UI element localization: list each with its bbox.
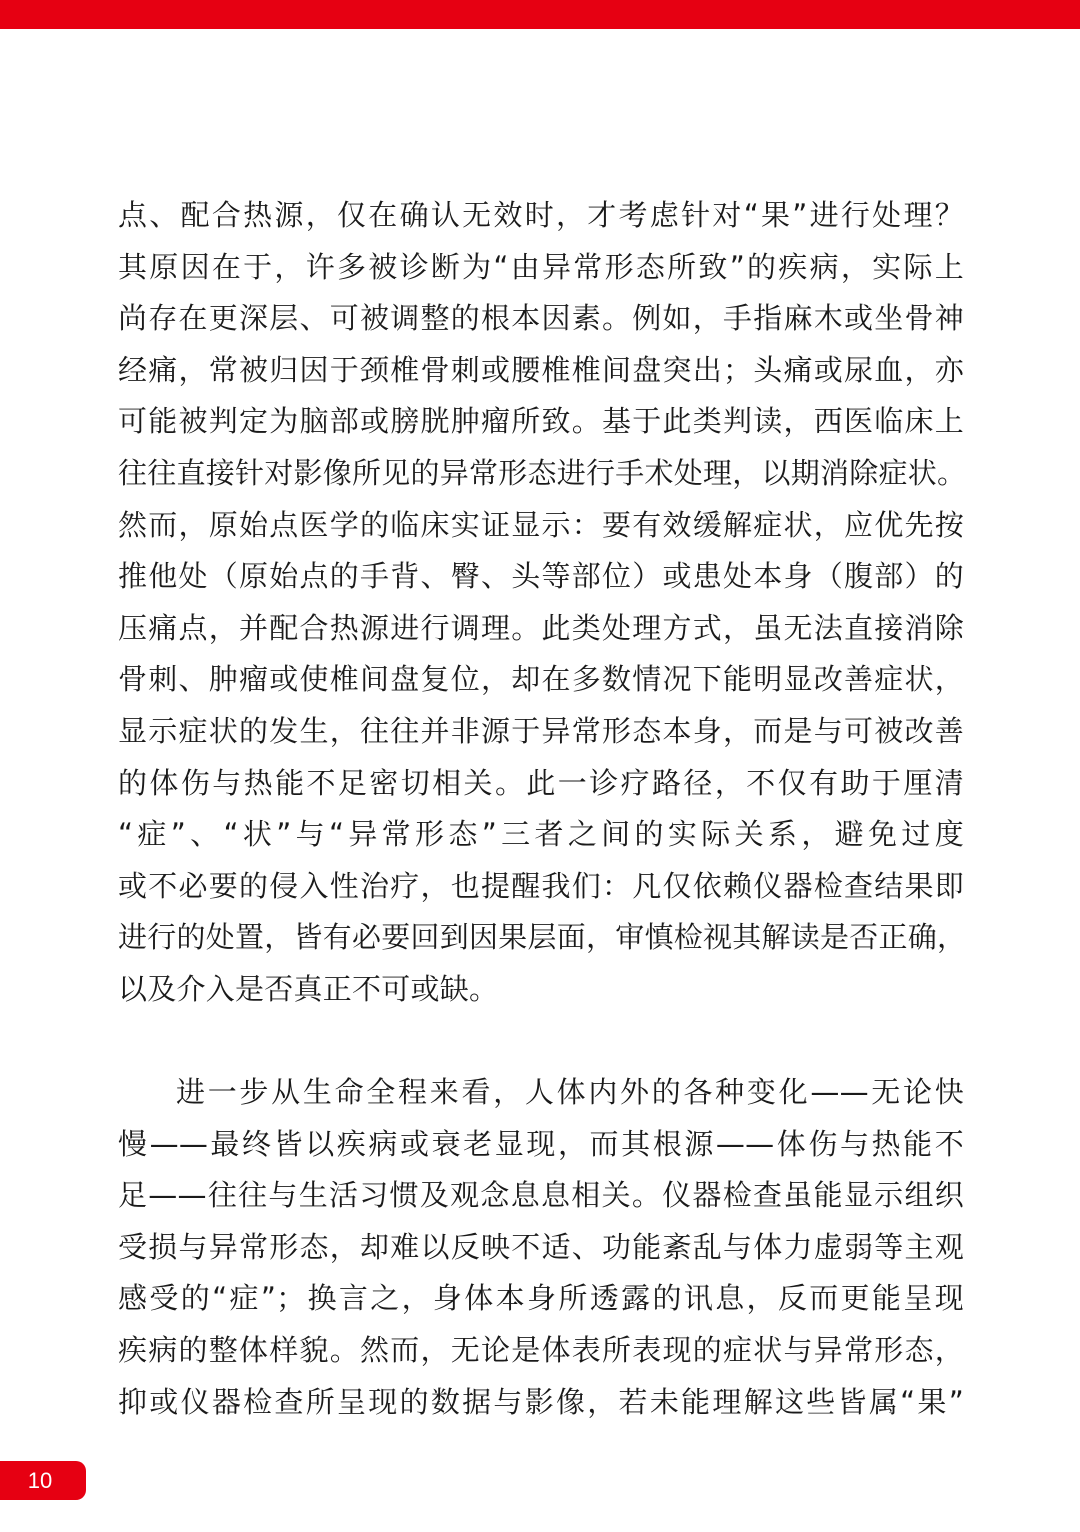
text-line: 或不必要的侵入性治疗，也提醒我们：凡仅依赖仪器检查结果即 <box>118 868 964 903</box>
text-line: 以及介入是否真正不可或缺。 <box>118 971 499 1006</box>
text-line: 推他处（原始点的手背、臀、头等部位）或患处本身（腹部）的 <box>118 559 964 594</box>
text-line: “症”、“状”与“异常形态”三者之间的实际关系，避免过度 <box>118 817 964 852</box>
text-line: 可能被判定为脑部或膀胱肿瘤所致。基于此类判读，西医临床上 <box>118 404 964 439</box>
paragraph <box>118 1067 964 1428</box>
paragraph-gap <box>118 1016 964 1068</box>
paragraph <box>118 190 967 1016</box>
text-line: 感受的“症”；换言之，身体本身所透露的讯息，反而更能呈现 <box>118 1281 964 1316</box>
text-line: 骨刺、肿瘤或使椎间盘复位，却在多数情况下能明显改善症状， <box>118 662 964 697</box>
text-line: 进一步从生命全程来看，人体内外的各种变化——无论快 <box>176 1075 964 1110</box>
text-line: 进行的处置，皆有必要回到因果层面，审慎检视其解读是否正确， <box>118 920 967 955</box>
text-line: 点、配合热源，仅在确认无效时，才考虑针对“果”进行处理？ <box>118 198 964 232</box>
text-line: 经痛，常被归因于颈椎骨刺或腰椎椎间盘突出；头痛或尿血，亦 <box>118 352 964 387</box>
text-line: 受损与异常形态，却难以反映不适、功能紊乱与体力虚弱等主观 <box>118 1229 964 1264</box>
text-line: 其原因在于，许多被诊断为“由异常形态所致”的疾病，实际上 <box>118 249 964 284</box>
text-line: 往往直接针对影像所见的异常形态进行手术处理，以期消除症状。 <box>118 455 967 490</box>
text-line: 足——往往与生活习惯及观念息息相关。仪器检查虽能显示组织 <box>118 1178 964 1213</box>
top-accent-bar <box>0 0 1080 29</box>
text-line: 疾病的整体样貌。然而，无论是体表所表现的症状与异常形态， <box>118 1333 964 1368</box>
page-number: 10 <box>0 1461 86 1500</box>
text-line: 尚存在更深层、可被调整的根本因素。例如，手指麻木或坐骨神 <box>118 301 964 336</box>
text-line: 的体伤与热能不足密切相关。此一诊疗路径，不仅有助于厘清 <box>118 765 964 800</box>
text-line: 慢——最终皆以疾病或衰老显现，而其根源——体伤与热能不 <box>118 1126 964 1161</box>
text-line: 然而，原始点医学的临床实证显示：要有效缓解症状，应优先按 <box>118 507 964 542</box>
text-line: 抑或仪器检查所呈现的数据与影像，若未能理解这些皆属“果” <box>118 1384 964 1419</box>
text-line: 压痛点，并配合热源进行调理。此类处理方式，虽无法直接消除 <box>118 610 964 645</box>
body-text <box>118 190 967 1428</box>
text-line: 显示症状的发生，往往并非源于异常形态本身，而是与可被改善 <box>118 713 964 748</box>
